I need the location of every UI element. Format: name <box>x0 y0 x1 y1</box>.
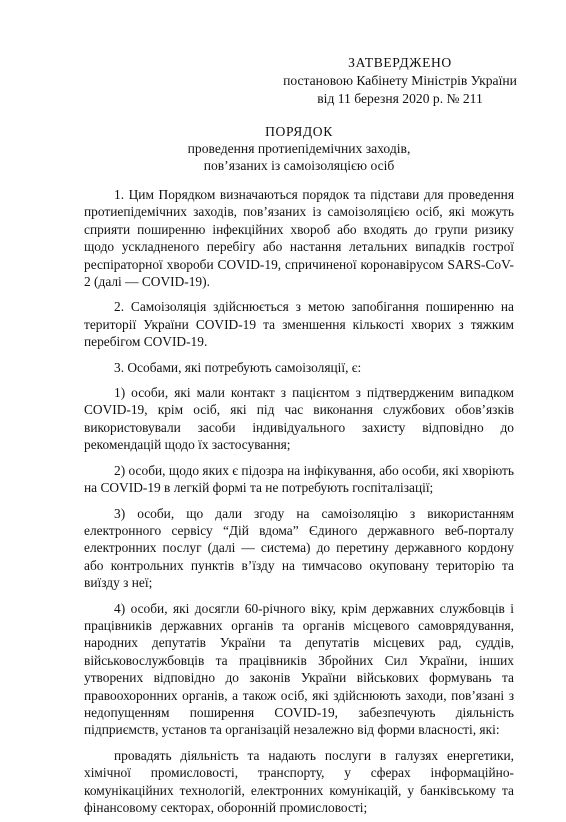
title-line-1: проведення протиепідемічних заходів, <box>187 141 411 156</box>
paragraph-3-item-3: 3) особи, що дали згоду на самоізоляцію з використанням електронного сервісу “Дій вдома” Єдиного державного веб-порталу електронних послуг (далі — система) до перетину державного кордону або контрольних пунктів в’їзду на тимчасово окуповану територію та виїзду з неї; <box>84 505 514 591</box>
paragraph-3-item-4-sub-1: провадять діяльність та надають послуги в галузях енергетики, хімічної промисловості, транспорту, у сферах інформаційно-комунікаційних технологій, електронних комунікацій, у банківському та фінансовому секторах, оборонній промисловості; <box>84 747 514 815</box>
paragraph-2: 2. Самоізоляція здійснюється з метою запобігання поширенню на території України COVID-19 та зменшення кількості хворих з тяжким перебігом COVID-19. <box>84 299 514 350</box>
paragraph-3-item-2: 2) особи, щодо яких є підозра на інфікування, або особи, які хворіють на COVID-19 в легкій формі та не потребують госпіталізації; <box>84 462 514 496</box>
title-line-2: пов’язаних із самоізоляцією осіб <box>203 158 395 173</box>
approval-stamp: ЗАТВЕРДЖЕНО <box>348 55 452 70</box>
approval-block <box>260 54 540 108</box>
approval-line-1: постановою Кабінету Міністрів України <box>283 73 517 88</box>
paragraph-3-item-4: 4) особи, які досягли 60-річного віку, крім державних службовців і працівників державних органів та органів місцевого самоврядування, народних депутатів України та депутатів місцевих рад, суддів, військовослужбовців та працівників Збройних Сил України, інших утворених відповідно до законів України військових формувань та правоохоронних органів, а також осіб, які здійснюють заходи, пов’язані з недопущенням поширення COVID-19, забезпечують діяльність підприємств, установ та організацій незалежно від форми власності, які: <box>84 600 514 738</box>
paragraph-1: 1. Цим Порядком визначаються порядок та підстави для проведення протиепідемічних заходів, пов’язаних із самоізоляцією осіб, які можуть сприяти поширенню інфекційних хвороб або входять до групи ризику щодо ускладненого перебігу або настання летальних випадків гострої респіраторної хвороби COVID-19, спричиненої коронавірусом SARS-CoV-2 (далі — COVID-19). <box>84 187 514 290</box>
document-title <box>84 123 514 174</box>
paragraph-3-item-1: 1) особи, які мали контакт з пацієнтом з підтвердженим випадком COVID-19, крім осіб, які під час виконання службових обов’язків використовували засоби індивідуального захисту відповідно до рекомендацій щодо їх застосування; <box>84 385 514 453</box>
paragraph-3: 3. Особами, які потребують самоізоляції, є: <box>114 359 362 375</box>
document-body <box>84 186 514 822</box>
title-heading: ПОРЯДОК <box>265 124 333 139</box>
approval-line-2: від 11 березня 2020 р. № 211 <box>317 91 483 106</box>
